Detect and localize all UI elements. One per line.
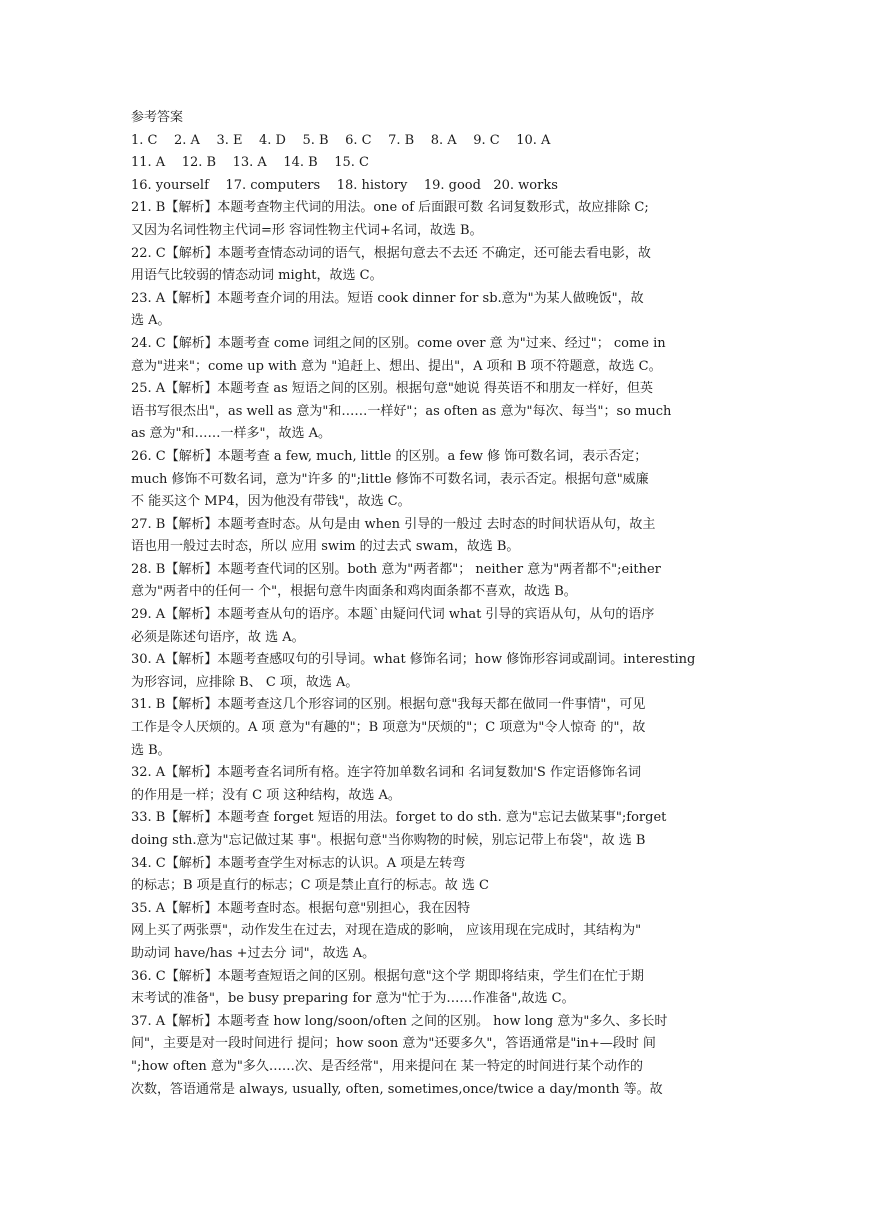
text-line: much 修饰不可数名词，意为"许多 的";little 修饰不可数名词，表示否定。根据句意"威廉 — [131, 471, 649, 487]
text-line: 的作用是一样；没有 C 项 这种结构，故选 A。 — [131, 787, 401, 803]
text-line: 33. B【解析】本题考查 forget 短语的用法。forget to do sth. 意为"忘记去做某事";forget — [131, 810, 667, 826]
text-line: 34. C【解析】本题考查学生对标志的认识。A 项是左转弯 — [131, 855, 466, 871]
text-line: 16. yourself 17. computers 18. history 19. good 20. works — [131, 177, 558, 193]
text-line: 29. A【解析】本题考查从句的语序。本题`由疑问代词 what 引导的宾语从句，从句的语序 — [131, 607, 655, 623]
text-line: 21. B【解析】本题考查物主代词的用法。one of 后面跟可数 名词复数形式，故应排除 C; — [131, 200, 649, 216]
text-line: 35. A【解析】本题考查时态。根据句意"别担心，我在因特 — [131, 900, 471, 916]
answer-key-document — [131, 107, 739, 1101]
text-line: 必须是陈述句语序，故 选 A。 — [131, 629, 305, 645]
text-line: 为形容词，应排除 B、 C 项，故选 A。 — [131, 674, 359, 690]
text-line: 选 B。 — [131, 742, 171, 758]
text-line: 助动词 have/has +过去分 词"，故选 A。 — [131, 945, 376, 961]
text-line: 意为"进来"；come up with 意为 "追赶上、想出、提出"，A 项和 B 项不符题意，故选 C。 — [131, 358, 662, 374]
text-line: 22. C【解析】本题考查情态动词的语气，根据句意去不去还 不确定，还可能去看电影，故 — [131, 245, 651, 261]
text-line: 31. B【解析】本题考查这几个形容词的区别。根据句意"我每天都在做同一件事情"，可见 — [131, 697, 646, 713]
text-line: 37. A【解析】本题考查 how long/soon/often 之间的区别。 how long 意为"多久、多长时 — [131, 1013, 668, 1029]
text-line: 1. C 2. A 3. E 4. D 5. B 6. C 7. B 8. A 9. C 10. A — [131, 132, 551, 148]
text-line: 不 能买这个 MP4，因为他没有带钱"，故选 C。 — [131, 494, 411, 510]
text-line: 24. C【解析】本题考查 come 词组之间的区别。come over 意 为"过来、经过"； come in — [131, 335, 666, 351]
text-line: 27. B【解析】本题考查时态。从句是由 when 引导的一般过 去时态的时间状语从句，故主 — [131, 516, 656, 532]
text-line: ";how often 意为"多久……次、是否经常"，用来提问在 某一特定的时间进行某个动作的 — [131, 1058, 643, 1074]
text-line: 间"，主要是对一段时间进行 提问；how soon 意为"还要多久"，答语通常是"in+—段时 间 — [131, 1036, 656, 1052]
text-line: 11. A 12. B 13. A 14. B 15. C — [131, 155, 369, 171]
text-line: 28. B【解析】本题考查代词的区别。both 意为"两者都"； neither 意为"两者都不";either — [131, 561, 661, 577]
text-line: 23. A【解析】本题考查介词的用法。短语 cook dinner for sb.意为"为某人做晚饭"，故 — [131, 290, 644, 306]
text-line: 语也用一般过去时态，所以 应用 swim 的过去式 swam，故选 B。 — [131, 539, 520, 555]
text-line: 32. A【解析】本题考查名词所有格。连字符加单数名词和 名词复数加'S 作定语修饰名词 — [131, 765, 641, 781]
text-line: 意为"两者中的任何一 个"，根据句意牛肉面条和鸡肉面条都不喜欢，故选 B。 — [131, 584, 577, 600]
text-line: 26. C【解析】本题考查 a few, much, little 的区别。a few 修 饰可数名词，表示否定； — [131, 448, 648, 464]
text-line: as 意为"和……一样多"，故选 A。 — [131, 426, 332, 442]
text-line: 30. A【解析】本题考查感叹句的引导词。what 修饰名词；how 修饰形容词或副词。interesting — [131, 652, 696, 668]
text-line: 工作是令人厌烦的。A 项 意为"有趣的"；B 项意为"厌烦的"；C 项意为"令人惊奇 的"，故 — [131, 720, 646, 736]
text-line: 末考试的准备"，be busy preparing for 意为"忙于为……作准备",故选 C。 — [131, 991, 575, 1007]
text-line: 选 A。 — [131, 313, 171, 329]
answer-lines — [131, 130, 739, 1102]
text-line: 语书写很杰出"，as well as 意为"和……一样好"；as often as 意为"每次、每当"；so much — [131, 403, 672, 419]
text-line: 次数，答语通常是 always, usually, often, sometimes,once/twice a day/month 等。故 — [131, 1081, 663, 1097]
text-line: 用语气比较弱的情态动词 might，故选 C。 — [131, 268, 383, 284]
text-line: 的标志；B 项是直行的标志；C 项是禁止直行的标志。故 选 C — [131, 878, 489, 894]
text-line: 又因为名词性物主代词=形 容词性物主代词+名词，故选 B。 — [131, 222, 483, 238]
text-line: 36. C【解析】本题考查短语之间的区别。根据句意"这个学 期即将结束，学生们在忙于期 — [131, 968, 644, 984]
text-line: 25. A【解析】本题考查 as 短语之间的区别。根据句意"她说 得英语不和朋友一样好，但英 — [131, 381, 653, 397]
text-line: doing sth.意为"忘记做过某 事"。根据句意"当你购物的时候，别忘记带上布袋"，故 选 B — [131, 833, 646, 848]
text-line: 网上买了两张票"，动作发生在过去，对现在造成的影响， 应该用现在完成时，其结构为" — [131, 923, 642, 939]
document-heading: 参考答案 — [131, 110, 184, 125]
